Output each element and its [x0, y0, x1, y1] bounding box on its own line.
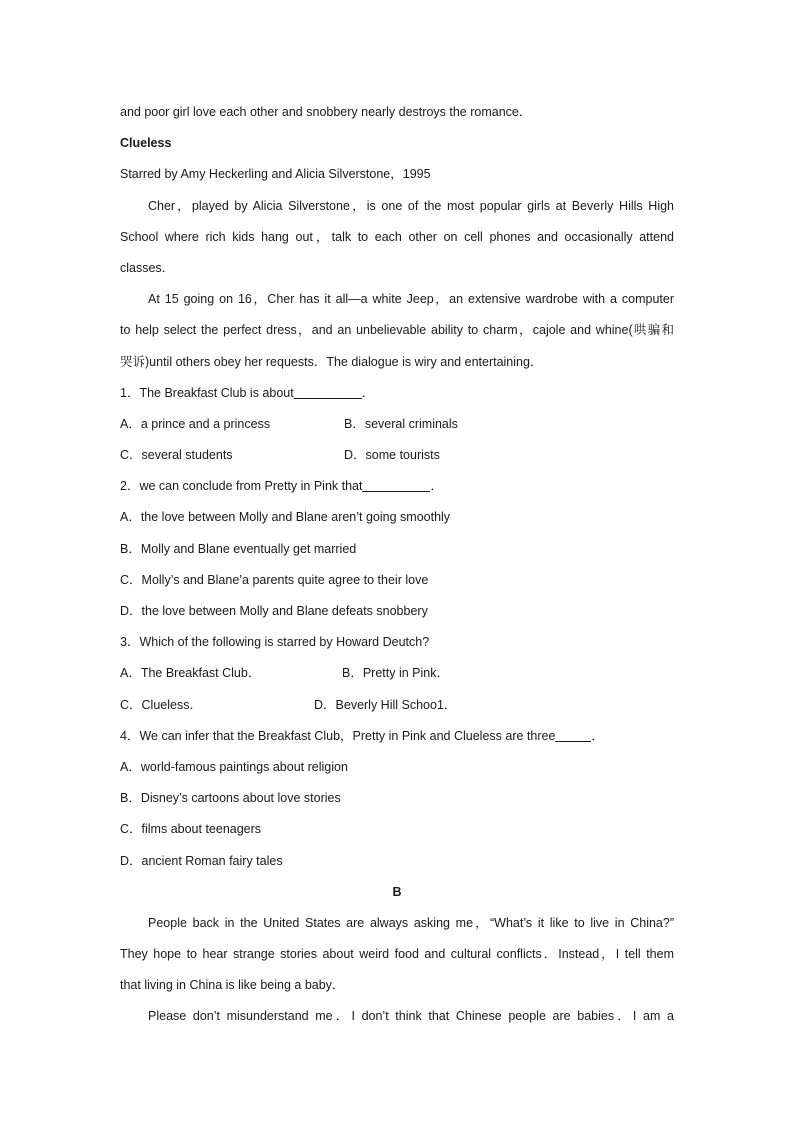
passage-line: and poor girl love each other and snobbery nearly destroys the romance．: [120, 105, 532, 119]
option-d: D．the love between Molly and Blane defeats snobbery: [120, 604, 428, 618]
options-row: [120, 661, 674, 692]
film-credit: Starred by Amy Heckerling and Alicia Silverstone，1995: [120, 167, 431, 182]
question-4: [120, 724, 674, 755]
passage-line: Please don’t misunderstand me．I don’t think that Chinese people are babies．I am a: [148, 1009, 674, 1024]
question-2: [120, 474, 674, 505]
question-end: ．: [591, 728, 604, 743]
question-stem: 1．The Breakfast Club is about: [120, 385, 294, 400]
passage-line: that living in China is like being a baby．: [120, 978, 345, 993]
answer-blank: [294, 385, 362, 399]
option-a: A．a prince and a princess: [120, 416, 271, 431]
option-b: B．Molly and Blane eventually get married: [120, 541, 357, 556]
options-row: [120, 693, 674, 724]
passage-line: to help select the perfect dress，and an unbelievable ability to charm，cajole and whine(哄骗和: [120, 323, 674, 338]
passage-line: classes．: [120, 260, 175, 275]
document-page: [120, 100, 674, 1036]
passage-line: School where rich kids hang out，talk to each other on cell phones and occasionally attend: [120, 229, 674, 244]
option-b: B．Pretty in Pink．: [342, 666, 449, 681]
question-end: ．: [361, 385, 375, 400]
film-title-clueless: Clueless: [120, 136, 172, 151]
passage-line: At 15 going on 16，Cher has it all—a white Jeep，an extensive wardrobe with a computer: [148, 292, 674, 307]
option-d: D．some tourists: [344, 448, 440, 463]
option-c: C．Molly’s and Blane’a parents quite agree to their love: [120, 572, 429, 587]
options-row: [120, 412, 674, 443]
answer-blank: [362, 478, 430, 492]
passage-line: 哭诉)until others obey her requests．The dialogue is wiry and entertaining．: [120, 354, 543, 369]
question-stem: 2．we can conclude from Pretty in Pink that: [120, 479, 363, 494]
option-c: C．films about teenagers: [120, 822, 262, 837]
section-heading: B: [392, 884, 402, 899]
option-b: B．Disney’s cartoons about love stories: [120, 791, 341, 806]
question-3: 3．Which of the following is starred by Howard Deutch?: [120, 635, 430, 650]
option-d: D．Beverly Hill Schoo1．: [314, 697, 457, 712]
question-end: ．: [430, 479, 443, 494]
passage-line: People back in the United States are always asking me，“What’s it like to live in China?”: [148, 915, 674, 930]
answer-blank: [555, 728, 591, 742]
passage-line: Cher，played by Alicia Silverstone，is one of the most popular girls at Beverly Hills High: [148, 198, 674, 213]
options-row: [120, 443, 674, 474]
question-1: [120, 381, 674, 412]
option-b: B．several criminals: [344, 416, 458, 431]
passage-line: They hope to hear strange stories about weird food and cultural conflicts．Instead，I tell them: [120, 947, 674, 962]
option-a: A．the love between Molly and Blane aren’t going smoothly: [120, 510, 451, 525]
question-stem: 4．We can infer that the Breakfast Club，Pretty in Pink and Clueless are three: [120, 728, 556, 743]
option-c: C．Clueless．: [120, 697, 202, 712]
option-a: A．world-famous paintings about religion: [120, 759, 348, 774]
option-c: C．several students: [120, 448, 233, 463]
option-a: A．The Breakfast Club．: [120, 666, 261, 681]
option-d: D．ancient Roman fairy tales: [120, 853, 283, 868]
